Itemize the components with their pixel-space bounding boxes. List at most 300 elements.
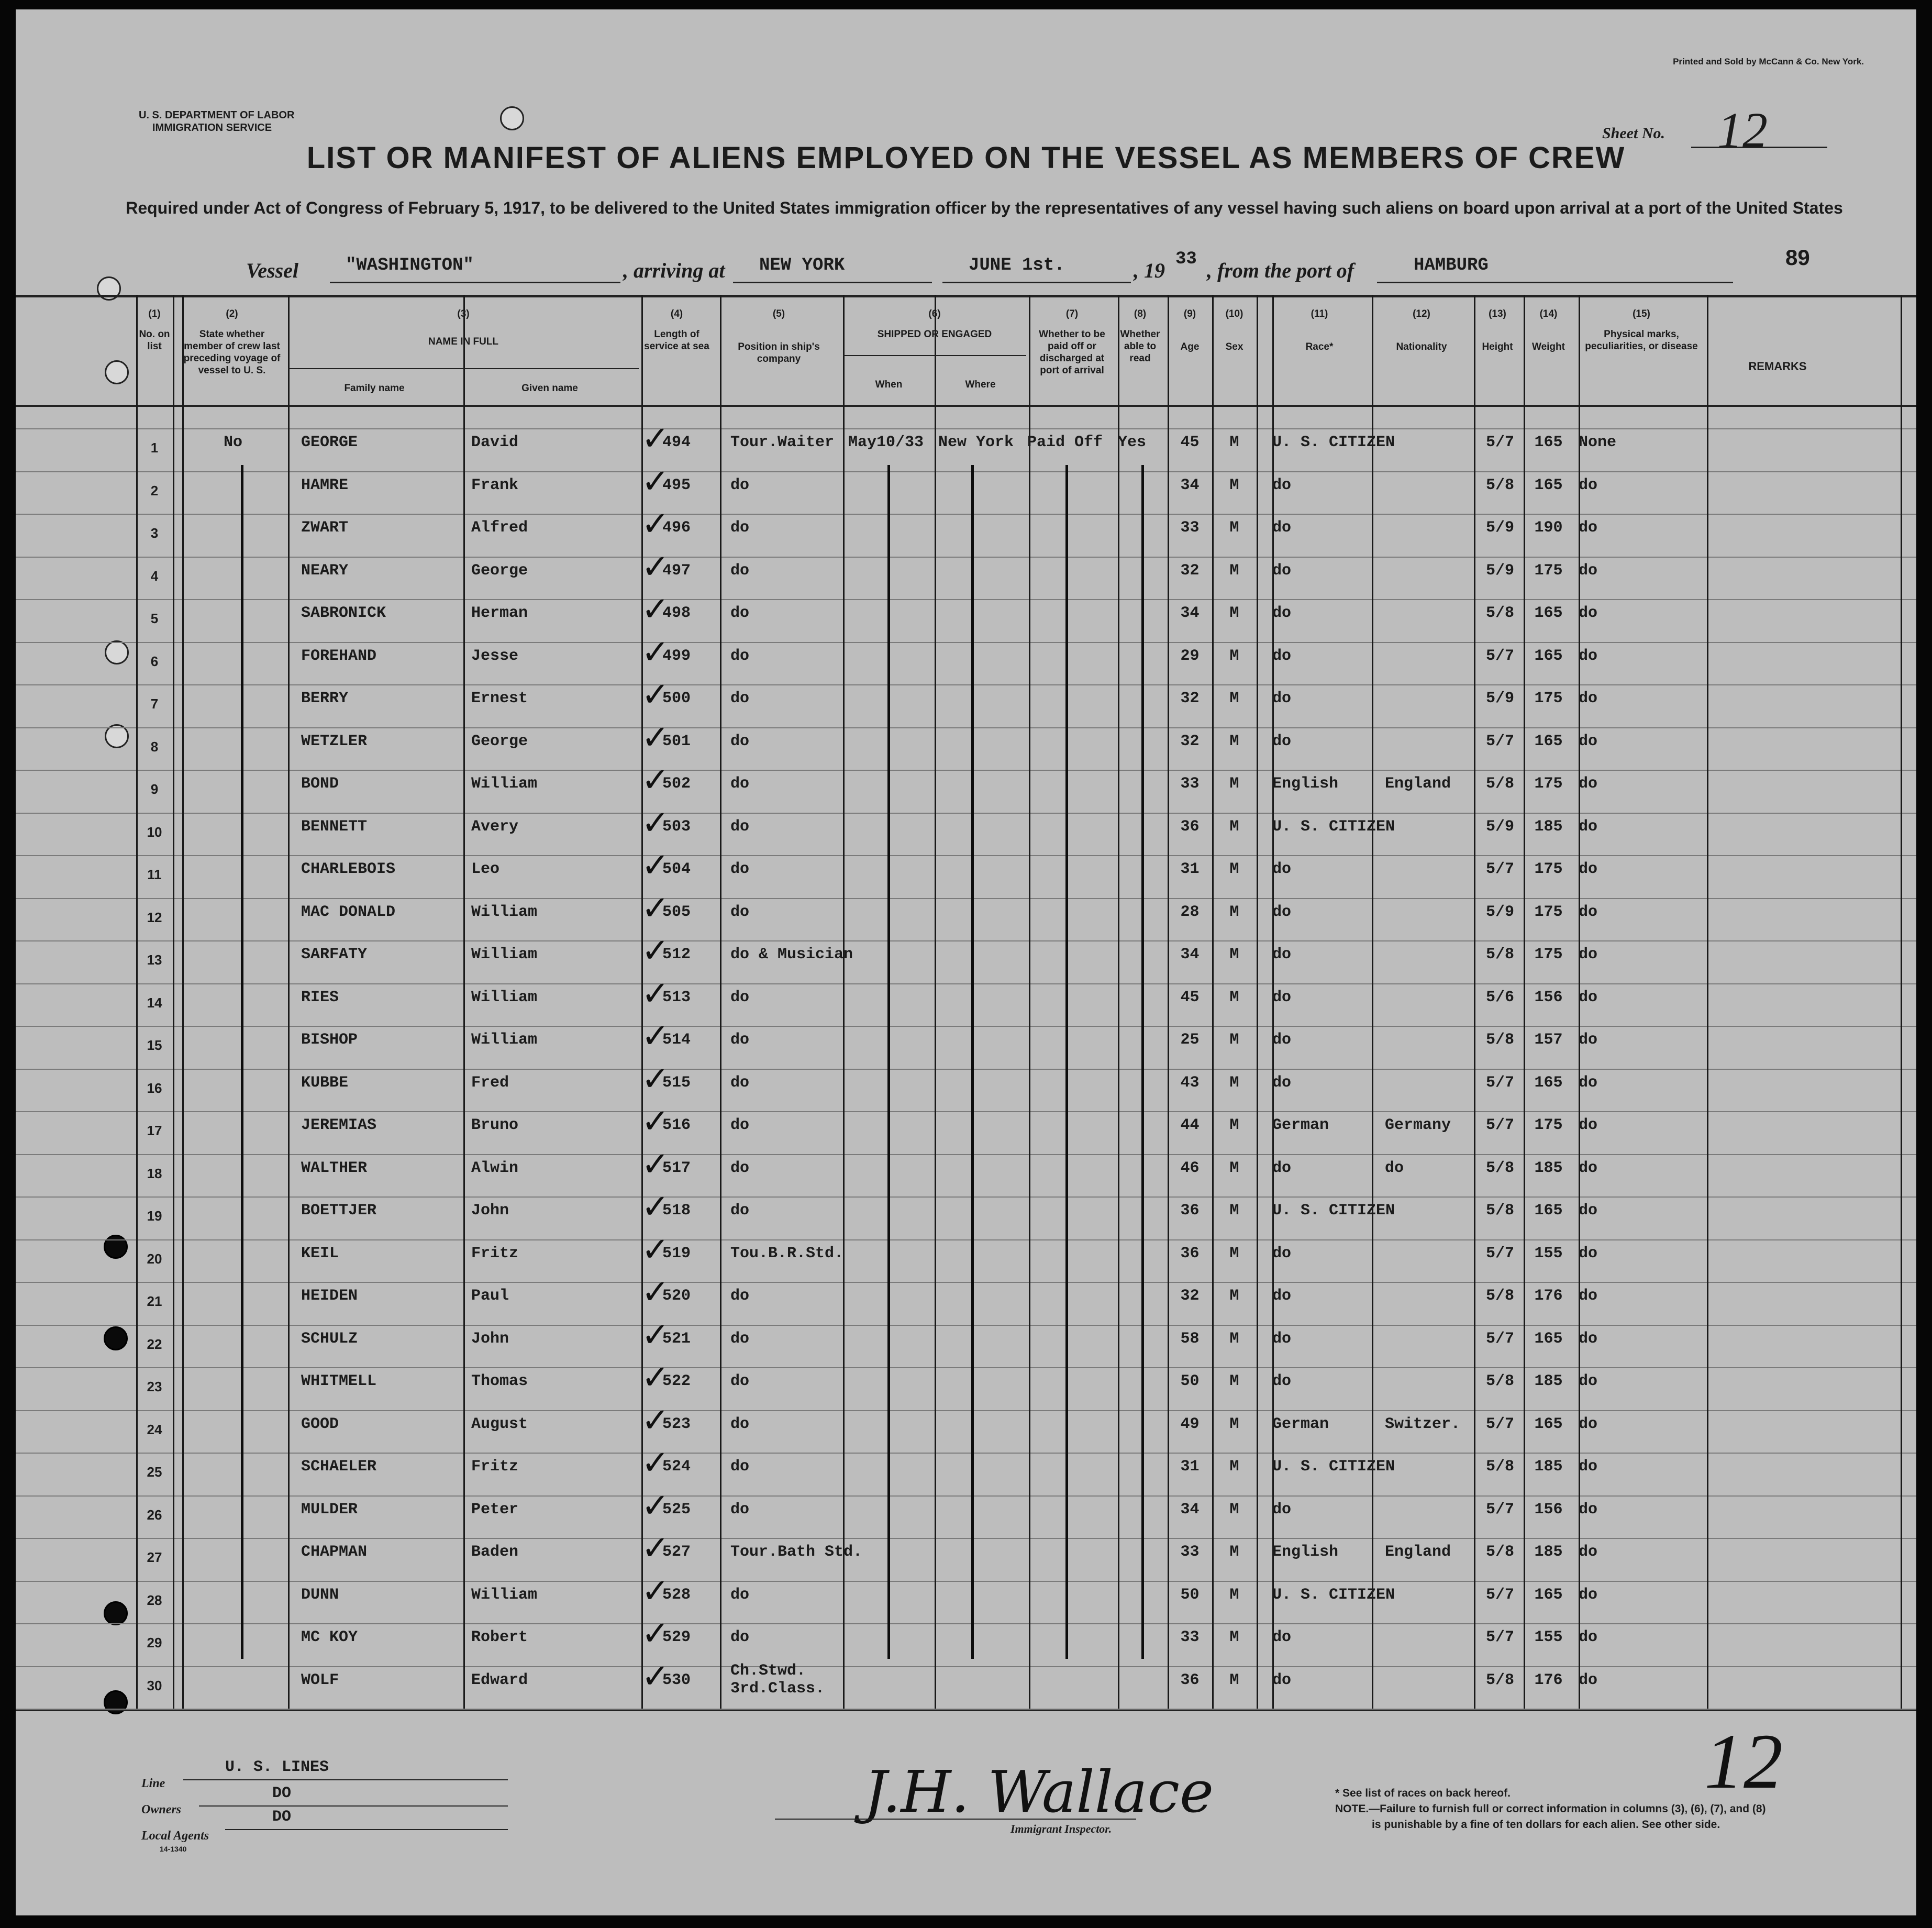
- cell-age: 28: [1180, 903, 1200, 921]
- punch-hole: [104, 1601, 128, 1625]
- col-label: Whether able to read: [1120, 329, 1160, 364]
- cell-where: New York: [938, 434, 1014, 451]
- cell-family: FOREHAND: [301, 647, 377, 665]
- cell-height: 5/8: [1485, 1543, 1514, 1561]
- cell-race: do: [1272, 903, 1292, 921]
- cell-sex: M: [1229, 1287, 1239, 1305]
- sheet-number: 12: [1717, 102, 1768, 158]
- cell-marks: do: [1579, 1671, 1598, 1689]
- header-col-9: [1168, 308, 1212, 353]
- row-rule: [16, 514, 1916, 515]
- cell-race: do: [1272, 1500, 1292, 1519]
- cell-position: do: [730, 817, 750, 836]
- cell-given: Peter: [471, 1500, 519, 1519]
- cell-no: 2: [150, 482, 159, 498]
- row-rule: [16, 1026, 1916, 1027]
- check-mark-icon: ✓: [641, 548, 670, 585]
- cell-position: Ch.Stwd. 3rd.Class.: [730, 1661, 825, 1698]
- cell-given: August: [471, 1415, 528, 1433]
- cell-age: 33: [1180, 1628, 1200, 1646]
- row-rule: [16, 1196, 1916, 1198]
- col-label: Position in ship's company: [738, 341, 820, 364]
- cell-age: 32: [1180, 1287, 1200, 1305]
- col-num: (9): [1183, 308, 1196, 319]
- cell-age: 33: [1180, 519, 1200, 537]
- cell-marks: do: [1579, 775, 1598, 793]
- cell-position: Tou.B.R.Std.: [730, 1244, 844, 1262]
- cell-weight: 157: [1534, 1031, 1563, 1049]
- cell-height: 5/7: [1485, 1500, 1514, 1519]
- row-rule: [16, 940, 1916, 941]
- cell-family: BOND: [301, 775, 339, 793]
- cell-weight: 175: [1534, 1116, 1563, 1134]
- cell-position: Tour.Bath Std.: [730, 1543, 863, 1561]
- cell-marks: do: [1579, 1543, 1598, 1561]
- cell-read: Yes: [1118, 434, 1147, 451]
- cell-marks: do: [1579, 946, 1598, 963]
- cell-age: 32: [1180, 561, 1200, 580]
- cell-weight: 155: [1534, 1628, 1563, 1646]
- column-rule: [935, 295, 936, 1709]
- header-col-3: [288, 308, 639, 348]
- check-mark-icon: ✓: [641, 1359, 670, 1396]
- cell-age: 29: [1180, 647, 1200, 665]
- cell-marks: do: [1579, 1116, 1598, 1134]
- cell-weight: 156: [1534, 1500, 1563, 1519]
- cell-position: do: [730, 647, 750, 665]
- column-rule: [1029, 295, 1030, 1709]
- line-underline: [183, 1779, 508, 1780]
- check-mark-icon: ✓: [641, 761, 670, 799]
- cell-given: William: [471, 1586, 538, 1604]
- cell-no: 4: [150, 568, 159, 584]
- check-mark-icon: ✓: [641, 804, 670, 841]
- header-col-8: [1118, 308, 1162, 364]
- cell-family: MULDER: [301, 1500, 358, 1519]
- header-col-10: [1212, 308, 1257, 353]
- arriving-underline: [733, 282, 932, 283]
- cell-given: Fritz: [471, 1244, 519, 1262]
- cell-age: 32: [1180, 690, 1200, 707]
- cell-no: 17: [147, 1123, 162, 1138]
- cell-race: do: [1272, 860, 1292, 878]
- row-rule: [16, 727, 1916, 728]
- cell-family: CHARLEBOIS: [301, 860, 396, 878]
- cell-no: 18: [147, 1165, 162, 1181]
- sheet-label: Sheet No.: [1602, 125, 1665, 142]
- cell-height: 5/7: [1485, 860, 1514, 878]
- cell-sex: M: [1229, 519, 1239, 537]
- from-underline: [1377, 282, 1733, 283]
- cell-given: George: [471, 732, 528, 750]
- cell-marks: do: [1579, 732, 1598, 750]
- punch-hole: [500, 106, 524, 130]
- cell-sex: M: [1229, 946, 1239, 963]
- cell-age: 50: [1180, 1586, 1200, 1604]
- cell-height: 5/8: [1485, 476, 1514, 494]
- row-rule: [16, 1282, 1916, 1283]
- cell-position: do: [730, 1372, 750, 1390]
- cell-given: William: [471, 775, 538, 793]
- check-mark-icon: ✓: [641, 505, 670, 542]
- cell-family: BENNETT: [301, 817, 368, 836]
- cell-sex: M: [1229, 1372, 1239, 1390]
- cell-family: RIES: [301, 988, 339, 1006]
- cell-position: do: [730, 1415, 750, 1433]
- cell-family: GEORGE: [301, 434, 358, 451]
- column-rule: [1901, 295, 1902, 1709]
- cell-service: 517: [662, 1159, 691, 1177]
- cell-height: 5/9: [1485, 903, 1514, 921]
- cell-race: English: [1272, 775, 1339, 793]
- cell-service: 497: [662, 561, 691, 580]
- cell-age: 49: [1180, 1415, 1200, 1433]
- footnote-races: * See list of races on back hereof.: [1335, 1787, 1511, 1799]
- header-col-6: [843, 308, 1026, 340]
- cell-weight: 175: [1534, 860, 1563, 878]
- cell-nationality: England: [1385, 775, 1451, 793]
- cell-service: 513: [662, 988, 691, 1006]
- col-label: Physical marks, peculiarities, or disease: [1585, 329, 1698, 352]
- cell-marks: do: [1579, 988, 1598, 1006]
- cell-service: 528: [662, 1586, 691, 1604]
- check-mark-icon: ✓: [641, 932, 670, 969]
- cell-weight: 175: [1534, 946, 1563, 963]
- cell-marks: do: [1579, 1287, 1598, 1305]
- check-mark-icon: ✓: [641, 1231, 670, 1268]
- cell-given: Paul: [471, 1287, 509, 1305]
- cell-family: BERRY: [301, 690, 349, 707]
- cell-weight: 165: [1534, 1202, 1563, 1220]
- cell-marks: None: [1579, 434, 1617, 451]
- header-col-11: [1272, 308, 1367, 353]
- cell-family: NEARY: [301, 561, 349, 580]
- check-mark-icon: ✓: [641, 1444, 670, 1481]
- cell-family: BOETTJER: [301, 1202, 377, 1220]
- cell-service: 524: [662, 1458, 691, 1476]
- cell-given: William: [471, 1031, 538, 1049]
- cell-race: do: [1272, 1372, 1292, 1390]
- cell-age: 45: [1180, 434, 1200, 451]
- cell-no: 10: [147, 824, 162, 840]
- cell-marks: do: [1579, 1159, 1598, 1177]
- cell-age: 36: [1180, 1244, 1200, 1262]
- check-mark-icon: ✓: [641, 1572, 670, 1610]
- punch-hole: [104, 1235, 128, 1259]
- check-mark-icon: ✓: [641, 1188, 670, 1225]
- col-label: Age: [1180, 341, 1200, 352]
- check-mark-icon: ✓: [641, 974, 670, 1012]
- col-num: (5): [772, 308, 785, 319]
- service-line: IMMIGRATION SERVICE: [152, 122, 272, 134]
- row-rule: [16, 770, 1916, 771]
- vessel-name: "WASHINGTON": [346, 256, 474, 275]
- cell-nationality: Germany: [1385, 1116, 1451, 1134]
- cell-no: 6: [150, 653, 159, 669]
- cell-service: 521: [662, 1329, 691, 1348]
- cell-family: HAMRE: [301, 476, 349, 494]
- cell-service: 499: [662, 647, 691, 665]
- name-subheader-rule: [288, 368, 639, 369]
- check-mark-icon: ✓: [641, 1103, 670, 1140]
- page-title: LIST OR MANIFEST OF ALIENS EMPLOYED ON THE VESSEL AS MEMBERS OF CREW: [306, 141, 1626, 175]
- col-num: (7): [1065, 308, 1079, 319]
- cell-family: ZWART: [301, 519, 349, 537]
- col-label: SHIPPED OR ENGAGED: [877, 329, 992, 340]
- cell-service: 516: [662, 1116, 691, 1134]
- cell-age: 45: [1180, 988, 1200, 1006]
- cell-position: do: [730, 903, 750, 921]
- check-mark-icon: ✓: [641, 1316, 670, 1354]
- cell-service: 514: [662, 1031, 691, 1049]
- row-rule: [16, 642, 1916, 643]
- from-port: HAMBURG: [1414, 256, 1489, 275]
- cell-height: 5/6: [1485, 988, 1514, 1006]
- cell-paid: Paid Off: [1027, 434, 1103, 451]
- cell-given: Baden: [471, 1543, 519, 1561]
- cell-position: do: [730, 1458, 750, 1476]
- cell-no: 22: [147, 1336, 162, 1352]
- punch-hole: [104, 1326, 128, 1350]
- cell-position: do: [730, 1073, 750, 1092]
- cell-weight: 185: [1534, 1372, 1563, 1390]
- col-num: (12): [1413, 308, 1430, 319]
- cell-sex: M: [1229, 988, 1239, 1006]
- header-given-name: Given name: [521, 383, 578, 394]
- cell-family: WETZLER: [301, 732, 368, 750]
- cell-position: do: [730, 775, 750, 793]
- cell-age: 34: [1180, 604, 1200, 622]
- punch-hole: [105, 640, 129, 664]
- cell-sex: M: [1229, 817, 1239, 836]
- cell-no: 12: [147, 909, 162, 925]
- cell-sex: M: [1229, 604, 1239, 622]
- cell-height: 5/8: [1485, 604, 1514, 622]
- cell-sex: M: [1229, 1116, 1239, 1134]
- cell-height: 5/7: [1485, 647, 1514, 665]
- agents-underline: [225, 1829, 508, 1830]
- check-mark-icon: ✓: [641, 1145, 670, 1183]
- cell-sex: M: [1229, 690, 1239, 707]
- cell-family: MC KOY: [301, 1628, 358, 1646]
- cell-race: do: [1272, 732, 1292, 750]
- row-rule: [16, 1325, 1916, 1326]
- cell-weight: 190: [1534, 519, 1563, 537]
- cell-age: 31: [1180, 1458, 1200, 1476]
- cell-service: 501: [662, 732, 691, 750]
- col-label: Nationality: [1396, 341, 1447, 352]
- arrival-date: JUNE 1st.: [969, 256, 1065, 275]
- cell-weight: 185: [1534, 1543, 1563, 1561]
- cell-family: GOOD: [301, 1415, 339, 1433]
- col-label: Length of service at sea: [644, 329, 709, 352]
- cell-given: Ernest: [471, 690, 528, 707]
- cell-weight: 175: [1534, 903, 1563, 921]
- row-rule: [16, 1069, 1916, 1070]
- cell-given: Thomas: [471, 1372, 528, 1390]
- col-label: Sex: [1225, 341, 1243, 352]
- cell-marks: do: [1579, 604, 1598, 622]
- cell-given: Alfred: [471, 519, 528, 537]
- cell-height: 5/7: [1485, 1116, 1514, 1134]
- check-mark-icon: ✓: [641, 1657, 670, 1695]
- cell-no: 5: [150, 611, 159, 626]
- cell-weight: 185: [1534, 817, 1563, 836]
- check-mark-icon: ✓: [641, 1615, 670, 1652]
- cell-family: KEIL: [301, 1244, 339, 1262]
- cell-family: BISHOP: [301, 1031, 358, 1049]
- cell-age: 36: [1180, 817, 1200, 836]
- cell-service: 498: [662, 604, 691, 622]
- cell-weight: 176: [1534, 1287, 1563, 1305]
- row-rule: [16, 983, 1916, 984]
- cell-marks: do: [1579, 561, 1598, 580]
- cell-height: 5/7: [1485, 1073, 1514, 1092]
- cell-height: 5/7: [1485, 434, 1514, 451]
- cell-service: 518: [662, 1202, 691, 1220]
- cell-given: Bruno: [471, 1116, 519, 1134]
- arriving-port: NEW YORK: [759, 256, 845, 275]
- cell-sex: M: [1229, 1500, 1239, 1519]
- cell-position: do: [730, 1159, 750, 1177]
- arriving-label: , arriving at: [623, 259, 725, 282]
- cell-height: 5/7: [1485, 732, 1514, 750]
- row-rule: [16, 1666, 1916, 1667]
- header-col-5: [720, 308, 838, 365]
- cell-no: 11: [147, 867, 162, 882]
- cell-height: 5/8: [1485, 1372, 1514, 1390]
- cell-race: do: [1272, 1329, 1292, 1348]
- shipped-subheader-rule: [843, 355, 1026, 356]
- cell-sex: M: [1229, 1458, 1239, 1476]
- vessel-underline: [330, 282, 620, 283]
- check-mark-icon: ✓: [641, 462, 670, 500]
- col-num: (3): [457, 308, 470, 319]
- cell-height: 5/8: [1485, 1031, 1514, 1049]
- column-rule: [1257, 295, 1258, 1709]
- check-mark-icon: ✓: [641, 420, 670, 457]
- cell-sex: M: [1229, 1159, 1239, 1177]
- cell-race: U. S. CITIZEN: [1272, 1458, 1395, 1476]
- cell-height: 5/8: [1485, 775, 1514, 793]
- header-col-13: [1474, 308, 1521, 353]
- cell-family: SCHAELER: [301, 1458, 377, 1476]
- cell-marks: do: [1579, 1500, 1598, 1519]
- cell-age: 31: [1180, 860, 1200, 878]
- cell-weight: 155: [1534, 1244, 1563, 1262]
- check-mark-icon: ✓: [641, 718, 670, 756]
- cell-marks: do: [1579, 860, 1598, 878]
- cell-service: 525: [662, 1500, 691, 1519]
- cell-no: 19: [147, 1208, 162, 1224]
- column-rule: [288, 295, 290, 1709]
- row-rule: [16, 599, 1916, 600]
- cell-sex: M: [1229, 775, 1239, 793]
- col-num: (6): [928, 308, 941, 319]
- row-rule: [16, 471, 1916, 472]
- cell-service: 505: [662, 903, 691, 921]
- cell-weight: 165: [1534, 1073, 1563, 1092]
- row-rule: [16, 1111, 1916, 1112]
- col-num: (10): [1225, 308, 1243, 319]
- cell-age: 36: [1180, 1671, 1200, 1689]
- row-rule: [16, 813, 1916, 814]
- cell-position: do: [730, 1329, 750, 1348]
- cell-height: 5/8: [1485, 1202, 1514, 1220]
- cell-position: do: [730, 732, 750, 750]
- cell-weight: 156: [1534, 988, 1563, 1006]
- cell-height: 5/8: [1485, 1287, 1514, 1305]
- cell-sex: M: [1229, 647, 1239, 665]
- cell-family: MAC DONALD: [301, 903, 396, 921]
- owners-underline: [199, 1805, 508, 1807]
- cell-weight: 165: [1534, 732, 1563, 750]
- cell-given: Jesse: [471, 647, 519, 665]
- cell-no: 27: [147, 1549, 162, 1565]
- row-rule: [16, 1367, 1916, 1368]
- cell-nationality: do: [1385, 1159, 1404, 1177]
- ditto-line: [1065, 465, 1068, 1659]
- check-mark-icon: ✓: [641, 1017, 670, 1055]
- header-remarks: REMARKS: [1748, 360, 1807, 373]
- cell-no: 25: [147, 1464, 162, 1480]
- handwritten-number: 12: [1704, 1718, 1783, 1805]
- cell-race: do: [1272, 1628, 1292, 1646]
- row-rule: [16, 557, 1916, 558]
- cell-age: 33: [1180, 1543, 1200, 1561]
- column-rule: [720, 295, 721, 1709]
- col-label: Weight: [1532, 341, 1565, 352]
- row-rule: [16, 1581, 1916, 1582]
- cell-race: U. S. CITIZEN: [1272, 817, 1395, 836]
- cell-height: 5/7: [1485, 1244, 1514, 1262]
- cell-age: 34: [1180, 946, 1200, 963]
- cell-family: WOLF: [301, 1671, 339, 1689]
- ditto-line: [887, 465, 890, 1659]
- cell-height: 5/7: [1485, 1586, 1514, 1604]
- cell-sex: M: [1229, 1073, 1239, 1092]
- page-subtitle: Required under Act of Congress of February 5, 1917, to be delivered to the United States immigration officer by the representatives of any vessel having such aliens on board upon arrival at a port of the United States: [126, 198, 1843, 217]
- cell-no: 7: [150, 696, 159, 712]
- cell-no: 3: [150, 525, 159, 541]
- row-rule: [16, 898, 1916, 899]
- cell-weight: 165: [1534, 1329, 1563, 1348]
- cell-marks: do: [1579, 817, 1598, 836]
- cell-marks: do: [1579, 1202, 1598, 1220]
- cell-service: 495: [662, 476, 691, 494]
- cell-family: JEREMIAS: [301, 1116, 377, 1134]
- cell-position: do: [730, 1586, 750, 1604]
- cell-height: 5/8: [1485, 946, 1514, 963]
- cell-service: 530: [662, 1671, 691, 1689]
- cell-marks: do: [1579, 1458, 1598, 1476]
- cell-service: 502: [662, 775, 691, 793]
- cell-race: German: [1272, 1415, 1329, 1433]
- col-num: (4): [670, 308, 683, 319]
- cell-weight: 175: [1534, 561, 1563, 580]
- cell-sex: M: [1229, 1031, 1239, 1049]
- department-line: U. S. DEPARTMENT OF LABOR: [139, 109, 295, 121]
- check-mark-icon: ✓: [641, 1273, 670, 1311]
- ditto-line: [971, 465, 974, 1659]
- row-rule: [16, 1495, 1916, 1497]
- cell-weight: 185: [1534, 1159, 1563, 1177]
- cell-given: Alwin: [471, 1159, 519, 1177]
- cell-age: 36: [1180, 1202, 1200, 1220]
- cell-age: 50: [1180, 1372, 1200, 1390]
- cell-race: do: [1272, 946, 1292, 963]
- cell-family: HEIDEN: [301, 1287, 358, 1305]
